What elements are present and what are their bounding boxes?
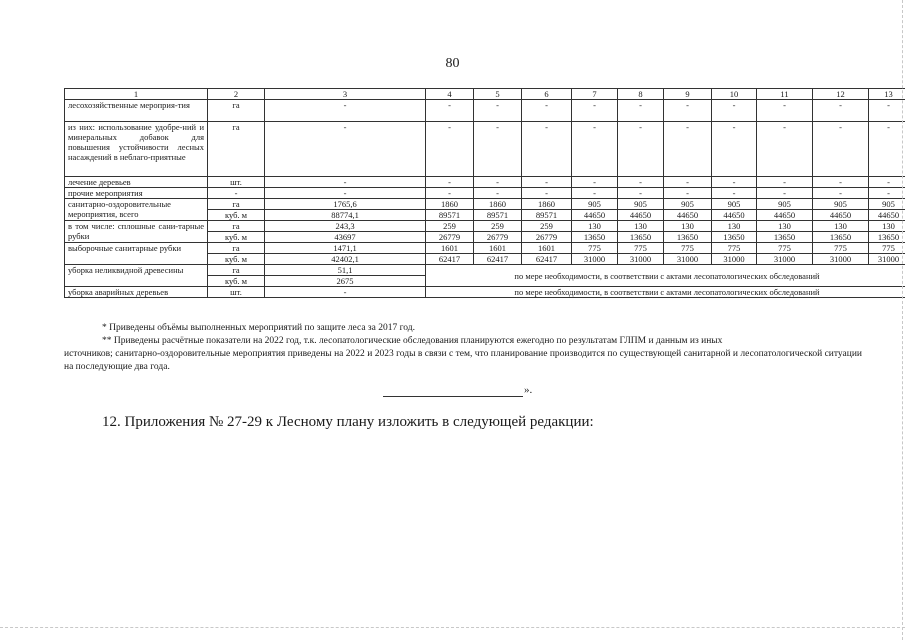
value-cell: 259 <box>426 221 474 232</box>
unit-cell: куб. м <box>208 210 265 221</box>
value-cell: 775 <box>618 243 664 254</box>
value-cell: 62417 <box>426 254 474 265</box>
footnote-2-continuation: источников; санитарно-оздоровительные мероприятия приведены на 2022 и 2023 годы в связи с тем, что планирование производится по существующей санитарной и лесопатологической ситуации на последующие два года. <box>64 349 862 372</box>
header-cell: 10 <box>712 89 757 100</box>
value-cell: 1601 <box>522 243 572 254</box>
value-cell: - <box>265 122 426 177</box>
value-cell: 130 <box>664 221 712 232</box>
value-cell: 44650 <box>618 210 664 221</box>
value-cell: - <box>618 100 664 122</box>
value-cell: 130 <box>757 221 813 232</box>
value-cell: 1860 <box>474 199 522 210</box>
value-cell: 2675 <box>265 276 426 287</box>
value-cell: 130 <box>869 221 905 232</box>
row-label: уборка аварийных деревьев <box>65 287 208 298</box>
value-cell: - <box>474 122 522 177</box>
value-cell: 905 <box>664 199 712 210</box>
value-cell: 259 <box>522 221 572 232</box>
value-cell: - <box>757 177 813 188</box>
value-cell: - <box>757 100 813 122</box>
value-cell: 905 <box>712 199 757 210</box>
value-cell: - <box>572 177 618 188</box>
merged-note-cell: по мере необходимости, в соответствии с актами лесопатологических обследований <box>426 287 905 298</box>
value-cell: - <box>813 177 869 188</box>
value-cell: - <box>265 100 426 122</box>
unit-cell: шт. <box>208 177 265 188</box>
value-cell: 243,3 <box>265 221 426 232</box>
value-cell: 88774,1 <box>265 210 426 221</box>
table-row <box>65 188 905 199</box>
value-cell: 26779 <box>426 232 474 243</box>
footnote-2: ** Приведены расчётные показатели на 2022 год, т.к. лесопатологические обследования планируются ежегодно по результатам ГЛПМ и данным из иных <box>102 336 723 346</box>
value-cell: - <box>757 122 813 177</box>
table-row <box>65 287 905 298</box>
unit-cell: га <box>208 100 265 122</box>
footnote-1: * Приведены объёмы выполненных мероприятий по защите леса за 2017 год. <box>102 323 415 333</box>
value-cell: - <box>572 122 618 177</box>
value-cell: 130 <box>712 221 757 232</box>
unit-cell: га <box>208 199 265 210</box>
value-cell: 31000 <box>618 254 664 265</box>
value-cell: 1601 <box>426 243 474 254</box>
value-cell: 31000 <box>813 254 869 265</box>
value-cell: - <box>664 100 712 122</box>
value-cell: 44650 <box>869 210 905 221</box>
row-label: прочие мероприятия <box>65 188 208 199</box>
header-cell: 5 <box>474 89 522 100</box>
table-row <box>65 122 905 177</box>
header-cell: 12 <box>813 89 869 100</box>
value-cell: 26779 <box>474 232 522 243</box>
value-cell: - <box>426 188 474 199</box>
value-cell: 905 <box>618 199 664 210</box>
value-cell: - <box>757 188 813 199</box>
value-cell: - <box>265 177 426 188</box>
header-cell: 13 <box>869 89 905 100</box>
unit-cell: га <box>208 221 265 232</box>
unit-cell: га <box>208 265 265 276</box>
value-cell: - <box>869 122 905 177</box>
value-cell: - <box>522 177 572 188</box>
value-cell: 130 <box>572 221 618 232</box>
unit-cell: куб. м <box>208 254 265 265</box>
value-cell: - <box>712 100 757 122</box>
value-cell: 13650 <box>757 232 813 243</box>
table-row <box>65 177 905 188</box>
value-cell: 1765,6 <box>265 199 426 210</box>
value-cell: - <box>474 177 522 188</box>
header-cell: 1 <box>65 89 208 100</box>
value-cell: 13650 <box>813 232 869 243</box>
value-cell: - <box>618 188 664 199</box>
value-cell: - <box>813 122 869 177</box>
value-cell: 775 <box>664 243 712 254</box>
value-cell: 775 <box>813 243 869 254</box>
value-cell: 1860 <box>426 199 474 210</box>
header-cell: 6 <box>522 89 572 100</box>
value-cell: - <box>664 188 712 199</box>
table-header-row <box>65 89 905 100</box>
row-label: выборочные санитарные рубки <box>65 243 208 265</box>
unit-cell: - <box>208 188 265 199</box>
value-cell: 89571 <box>522 210 572 221</box>
value-cell: - <box>265 287 426 298</box>
forest-protection-table <box>64 88 905 298</box>
value-cell: 13650 <box>869 232 905 243</box>
unit-cell: куб. м <box>208 232 265 243</box>
value-cell: 905 <box>757 199 813 210</box>
value-cell: 44650 <box>813 210 869 221</box>
unit-cell: га <box>208 122 265 177</box>
header-cell: 4 <box>426 89 474 100</box>
header-cell: 3 <box>265 89 426 100</box>
value-cell: 259 <box>474 221 522 232</box>
header-cell: 7 <box>572 89 618 100</box>
value-cell: 905 <box>572 199 618 210</box>
scan-edge-right <box>902 0 903 640</box>
header-cell: 8 <box>618 89 664 100</box>
value-cell: 1471,1 <box>265 243 426 254</box>
table-row <box>65 243 905 254</box>
value-cell: 13650 <box>572 232 618 243</box>
blank-line <box>383 386 523 397</box>
value-cell: 905 <box>869 199 905 210</box>
value-cell: - <box>426 177 474 188</box>
row-label: лечение деревьев <box>65 177 208 188</box>
value-cell: 62417 <box>474 254 522 265</box>
header-cell: 2 <box>208 89 265 100</box>
unit-cell: куб. м <box>208 276 265 287</box>
value-cell: - <box>618 177 664 188</box>
value-cell: 42402,1 <box>265 254 426 265</box>
value-cell: 44650 <box>572 210 618 221</box>
value-cell: 26779 <box>522 232 572 243</box>
table-row <box>65 199 905 210</box>
value-cell: - <box>869 177 905 188</box>
value-cell: - <box>712 122 757 177</box>
value-cell: 775 <box>712 243 757 254</box>
header-cell: 9 <box>664 89 712 100</box>
value-cell: 44650 <box>712 210 757 221</box>
value-cell: - <box>522 188 572 199</box>
value-cell: 1601 <box>474 243 522 254</box>
value-cell: - <box>474 100 522 122</box>
closing-quote: ». <box>524 384 533 396</box>
value-cell: 89571 <box>426 210 474 221</box>
value-cell: 1860 <box>522 199 572 210</box>
value-cell: 31000 <box>757 254 813 265</box>
value-cell: - <box>572 188 618 199</box>
value-cell: - <box>813 100 869 122</box>
value-cell: 44650 <box>757 210 813 221</box>
value-cell: - <box>572 100 618 122</box>
footnotes <box>64 322 862 374</box>
value-cell: - <box>426 100 474 122</box>
value-cell: 775 <box>869 243 905 254</box>
row-label: в том числе: сплошные сани-тарные рубки <box>65 221 208 243</box>
value-cell: - <box>265 188 426 199</box>
value-cell: 775 <box>757 243 813 254</box>
row-label: уборка неликвидной древесины <box>65 265 208 287</box>
value-cell: - <box>426 122 474 177</box>
value-cell: 62417 <box>522 254 572 265</box>
value-cell: 13650 <box>712 232 757 243</box>
value-cell: 13650 <box>664 232 712 243</box>
header-cell: 11 <box>757 89 813 100</box>
value-cell: 31000 <box>664 254 712 265</box>
value-cell: - <box>522 122 572 177</box>
table-row <box>65 221 905 232</box>
value-cell: - <box>712 188 757 199</box>
table-row <box>65 265 905 276</box>
value-cell: 51,1 <box>265 265 426 276</box>
value-cell: - <box>522 100 572 122</box>
value-cell: 31000 <box>572 254 618 265</box>
value-cell: - <box>664 122 712 177</box>
value-cell: 44650 <box>664 210 712 221</box>
value-cell: - <box>712 177 757 188</box>
value-cell: 775 <box>572 243 618 254</box>
value-cell: 43697 <box>265 232 426 243</box>
value-cell: - <box>869 188 905 199</box>
value-cell: - <box>664 177 712 188</box>
value-cell: 31000 <box>712 254 757 265</box>
unit-cell: шт. <box>208 287 265 298</box>
value-cell: - <box>474 188 522 199</box>
value-cell: - <box>813 188 869 199</box>
value-cell: 13650 <box>618 232 664 243</box>
unit-cell: га <box>208 243 265 254</box>
value-cell: - <box>869 100 905 122</box>
table-row <box>65 100 905 122</box>
value-cell: - <box>618 122 664 177</box>
value-cell: 31000 <box>869 254 905 265</box>
section-heading: 12. Приложения № 27-29 к Лесному плану изложить в следующей редакции: <box>102 414 594 430</box>
value-cell: 89571 <box>474 210 522 221</box>
row-label: лесохозяйственные мероприя-тия <box>65 100 208 122</box>
row-label: из них: использование удобре-ний и минеральных добавок для повышения устойчивости лесных насаждений в неблаго-приятные <box>65 122 208 177</box>
scan-edge-bottom <box>0 627 905 628</box>
page-number: 80 <box>445 56 460 71</box>
value-cell: 905 <box>813 199 869 210</box>
value-cell: 130 <box>813 221 869 232</box>
merged-note-cell: по мере необходимости, в соответствии с актами лесопатологических обследований <box>426 265 905 287</box>
value-cell: 130 <box>618 221 664 232</box>
row-label: санитарно-оздоровительные мероприятия, всего <box>65 199 208 221</box>
